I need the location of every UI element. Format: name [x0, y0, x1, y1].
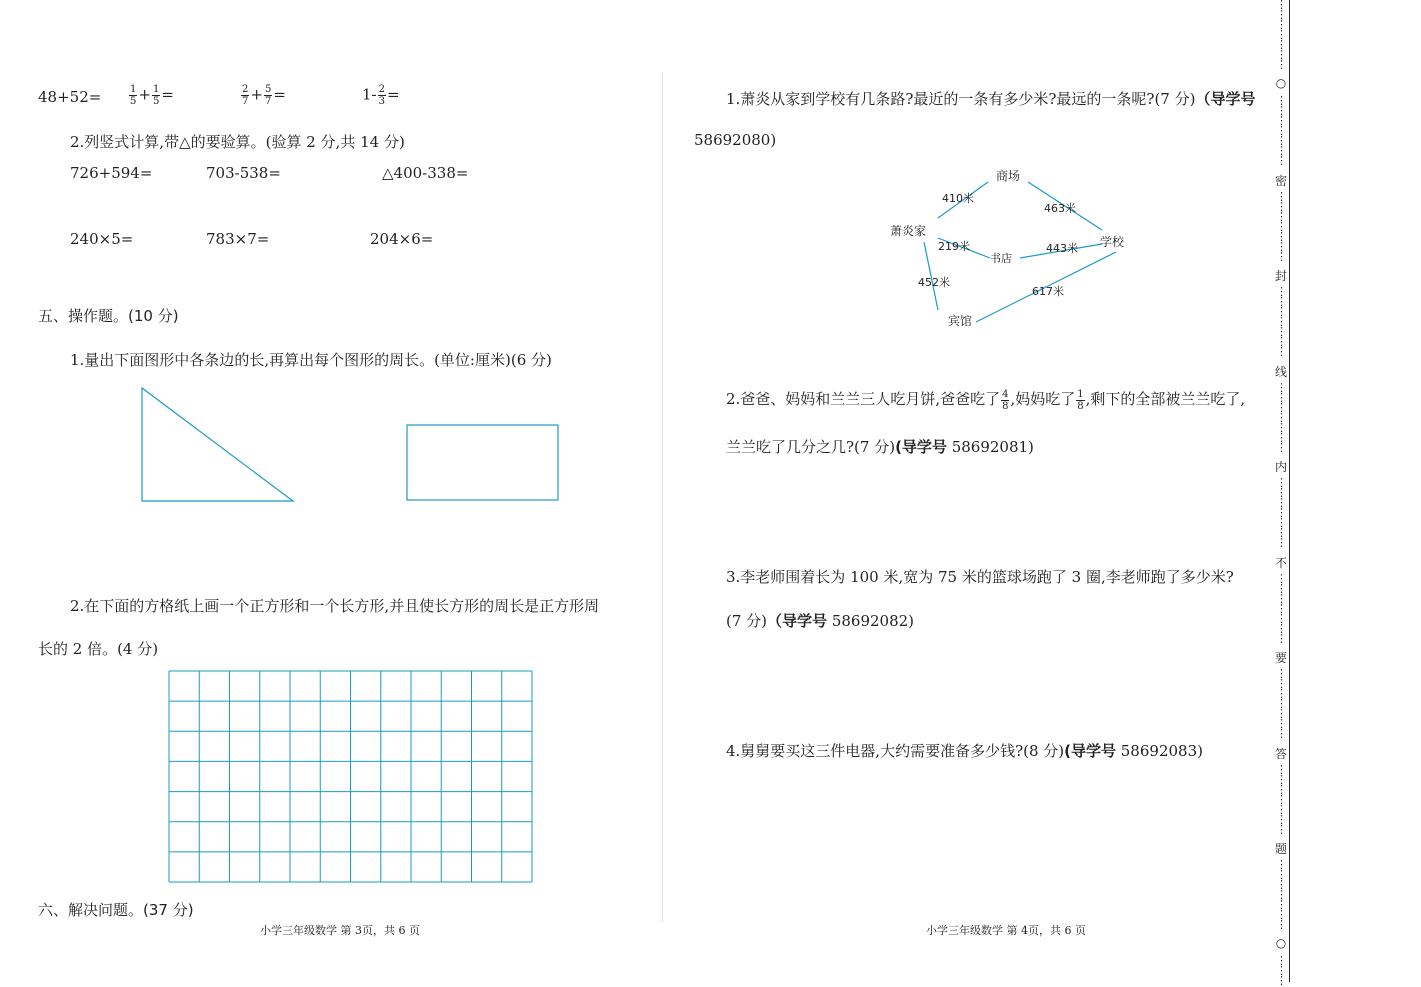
- problem-4-line: 4.舅舅要买这三件电器,大约需要准备多少钱?(8 分)(导学号 58692083): [726, 742, 1203, 760]
- problem-3-line1: 3.李老师围着长为 100 米,宽为 75 米的篮球场跑了 3 圈,李老师跑了多少米?: [726, 568, 1234, 586]
- binding-dots: ⋮ ⋮ ⋮ ⋮ ⋮ ⋮ ⋮: [1276, 0, 1287, 71]
- question-vertical-calc-title: 2.列竖式计算,带△的要验算。(验算 2 分,共 14 分): [70, 133, 405, 151]
- operation-question-2-line1: 2.在下面的方格纸上画一个正方形和一个长方形,并且使长方形的周长是正方形周: [70, 597, 600, 615]
- binding-char: 不: [1274, 555, 1287, 570]
- route-map: [880, 160, 1140, 335]
- operation-question-2-line2: 长的 2 倍。(4 分): [38, 640, 159, 658]
- page-footer-left: 小学三年级数学 第 3页，共 6 页: [260, 924, 420, 937]
- binding-char: 答: [1274, 746, 1287, 761]
- binding-char: 线: [1274, 364, 1287, 379]
- problem-3-line2: (7 分)（导学号 58692082): [726, 612, 915, 630]
- problem-2-line2: 兰兰吃了几分之几?(7 分)(导学号 58692081): [726, 438, 1034, 456]
- binding-char: 内: [1274, 460, 1287, 474]
- binding-dots: ⋮ ⋮ ⋮ ⋮ ⋮ ⋮ ⋮: [1276, 667, 1287, 740]
- binding-dots: ⋮ ⋮ ⋮ ⋮ ⋮ ⋮ ⋮: [1276, 571, 1287, 645]
- place-hotel: 宾馆: [948, 314, 973, 328]
- binding-char: 要: [1274, 651, 1287, 665]
- grid-paper[interactable]: [168, 670, 534, 884]
- section-6-title: 六、解决问题。(37 分): [38, 901, 194, 919]
- binding-dots: ⋮ ⋮ ⋮ ⋮ ⋮ ⋮ ⋮: [1276, 94, 1287, 167]
- calc-item-1: 48+52=: [38, 88, 102, 106]
- page-divider: [662, 72, 663, 922]
- triangle-figure: [140, 386, 296, 504]
- place-bookstore: 书店: [990, 252, 1012, 265]
- binding-char: 密: [1274, 173, 1287, 188]
- binding-line: [1289, 0, 1290, 982]
- section-5-title: 五、操作题。(10 分): [38, 307, 179, 325]
- vertical-calc-item: 240×5=: [70, 230, 134, 248]
- distance-mall-school: 463米: [1044, 202, 1076, 215]
- vertical-calc-item: 726+594=: [70, 164, 153, 182]
- vertical-calc-item: 703-538=: [206, 164, 281, 182]
- vertical-calc-item: 783×7=: [206, 230, 270, 248]
- binding-dots: ⋮ ⋮ ⋮ ⋮ ⋮ ⋮ ⋮: [1276, 380, 1287, 454]
- operation-question-1: 1.量出下面图形中各条边的长,再算出每个图形的周长。(单位:厘米)(6 分): [70, 351, 552, 369]
- vertical-calc-item: △400-338=: [382, 164, 469, 182]
- binding-dots: ⋮ ⋮ ⋮ ⋮ ⋮ ⋮ ⋮: [1276, 762, 1287, 836]
- rectangle-figure: [405, 423, 561, 503]
- binding-char: 封: [1274, 269, 1287, 283]
- binding-dots: ⋮ ⋮ ⋮: [1276, 953, 1287, 987]
- distance-bookstore-school: 443米: [1046, 242, 1078, 255]
- page-footer-right: 小学三年级数学 第 4页，共 6 页: [926, 924, 1086, 937]
- binding-dots: ⋮ ⋮ ⋮ ⋮ ⋮ ⋮ ⋮: [1276, 858, 1287, 931]
- problem-1-line1: 1.萧炎从家到学校有几条路?最近的一条有多少米?最远的一条呢?(7 分)（导学号: [726, 90, 1256, 108]
- problem-1-line2: 58692080): [694, 131, 777, 149]
- place-mall: 商场: [996, 169, 1021, 183]
- binding-char: ○: [1275, 935, 1287, 950]
- binding-margin: [1272, 0, 1290, 987]
- calc-item-4: 1- $\frac{2}{3}$ =: [362, 84, 400, 107]
- binding-dots: ⋮ ⋮ ⋮ ⋮ ⋮ ⋮ ⋮: [1276, 476, 1287, 549]
- distance-home-mall: 410米: [942, 192, 974, 205]
- binding-char: 题: [1274, 842, 1287, 856]
- distance-home-hotel: 452米: [918, 276, 950, 289]
- distance-hotel-school: 617米: [1032, 285, 1064, 298]
- problem-2-line1: 2.爸爸、妈妈和兰兰三人吃月饼,爸爸吃了 $\frac{4}{8}$ ,妈妈吃了 $\frac{1}{8}$ ,剩下的全部被兰兰吃了,: [726, 388, 1246, 412]
- calc-item-3: $\frac{2}{7}$ + $\frac{5}{7}$ =: [242, 84, 286, 107]
- place-home: 萧炎家: [890, 224, 927, 238]
- calc-item-2: $\frac{1}{5}$ + $\frac{1}{5}$ =: [130, 84, 174, 107]
- binding-char: ○: [1275, 76, 1287, 90]
- binding-dots: ⋮ ⋮ ⋮ ⋮ ⋮ ⋮ ⋮: [1276, 285, 1287, 358]
- binding-dots: ⋮ ⋮ ⋮ ⋮ ⋮ ⋮ ⋮: [1276, 189, 1287, 263]
- place-school: 学校: [1100, 235, 1125, 249]
- distance-home-bookstore: 219米: [938, 240, 970, 253]
- vertical-calc-item: 204×6=: [370, 230, 434, 248]
